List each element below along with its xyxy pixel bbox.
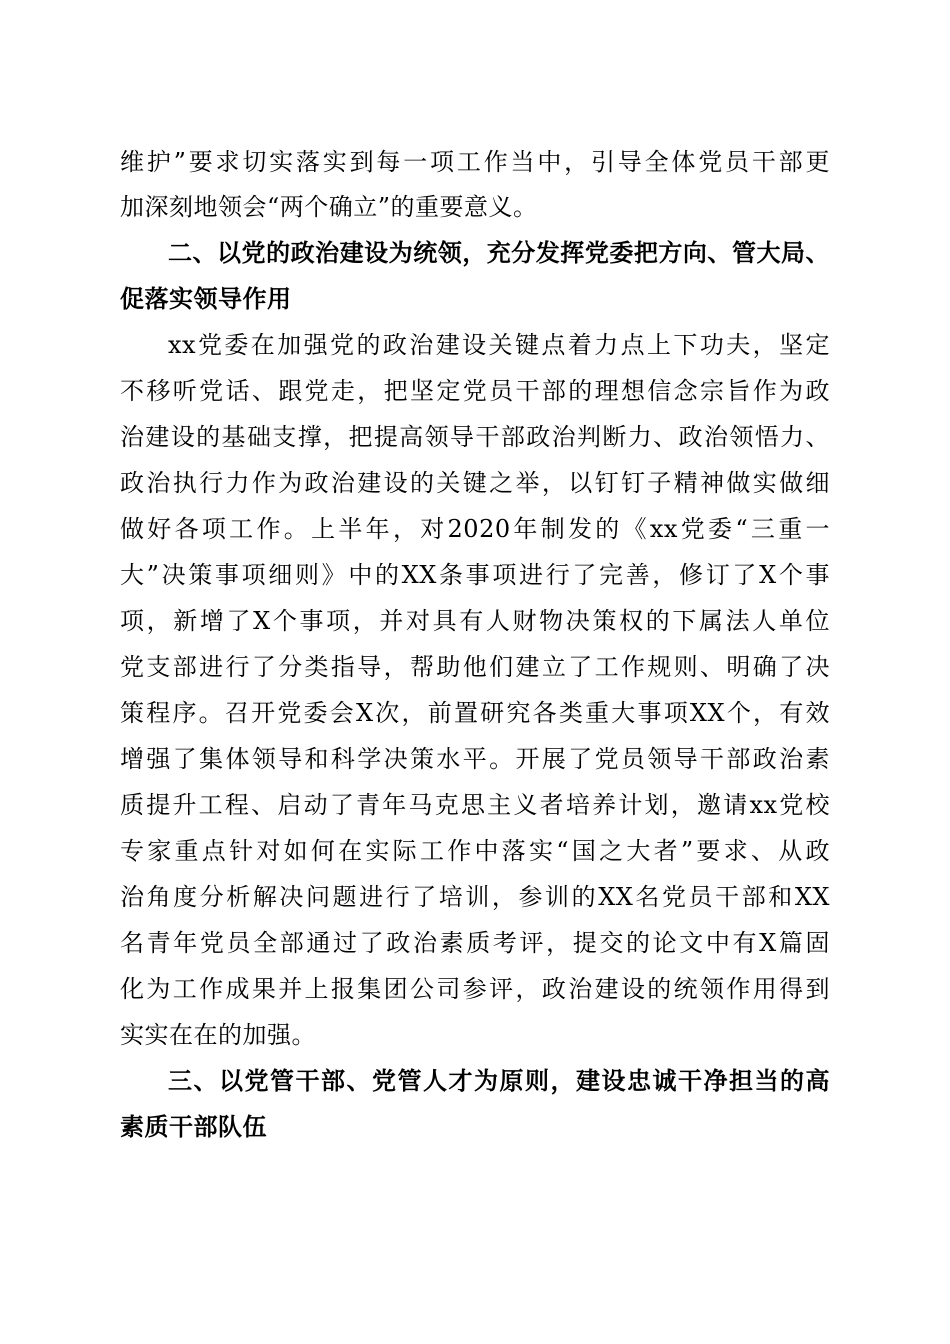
section-heading: 三、以党管干部、党管人才为原则，建设忠诚干净担当的高 — [168, 1067, 830, 1095]
paragraph-line: 策程序。召开党委会X次，前置研究各类重大事项XX个，有效 — [120, 699, 830, 727]
paragraph-line: 大”决策事项细则》中的XX条事项进行了完善，修订了X个事 — [120, 561, 830, 589]
paragraph-line: 实实在在的加强。 — [120, 1021, 316, 1049]
paragraph-line: 项，新增了X个事项，并对具有人财物决策权的下属法人单位 — [120, 607, 830, 635]
paragraph-line: 不移听党话、跟党走，把坚定党员干部的理想信念宗旨作为政 — [120, 377, 830, 405]
intro-line: 加深刻地领会“两个确立”的重要意义。 — [120, 193, 538, 221]
paragraph-line: 治建设的基础支撑，把提高领导干部政治判断力、政治领悟力、 — [120, 423, 830, 451]
paragraph-line: 化为工作成果并上报集团公司参评，政治建设的统领作用得到 — [120, 975, 830, 1003]
paragraph-line: xx党委在加强党的政治建设关键点着力点上下功夫，坚定 — [168, 331, 830, 359]
section-heading: 二、以党的政治建设为统领，充分发挥党委把方向、管大局、 — [168, 239, 830, 267]
paragraph-line: 专家重点针对如何在实际工作中落实“国之大者”要求、从政 — [120, 837, 830, 865]
paragraph-line: 质提升工程、启动了青年马克思主义者培养计划，邀请xx党校 — [120, 791, 830, 819]
paragraph-line: 做好各项工作。上半年，对2020年制发的《xx党委“三重一 — [120, 515, 830, 543]
paragraph-line: 政治执行力作为政治建设的关键之举，以钉钉子精神做实做细 — [120, 469, 830, 497]
paragraph-line: 治角度分析解决问题进行了培训，参训的XX名党员干部和XX — [120, 883, 830, 911]
paragraph-line: 名青年党员全部通过了政治素质考评，提交的论文中有X篇固 — [120, 929, 830, 957]
section-heading: 促落实领导作用 — [120, 285, 292, 313]
intro-line: 维护”要求切实落实到每一项工作当中，引导全体党员干部更 — [120, 148, 830, 176]
section-heading: 素质干部队伍 — [120, 1113, 267, 1141]
paragraph-line: 增强了集体领导和科学决策水平。开展了党员领导干部政治素 — [120, 745, 830, 773]
paragraph-line: 党支部进行了分类指导，帮助他们建立了工作规则、明确了决 — [120, 653, 830, 681]
